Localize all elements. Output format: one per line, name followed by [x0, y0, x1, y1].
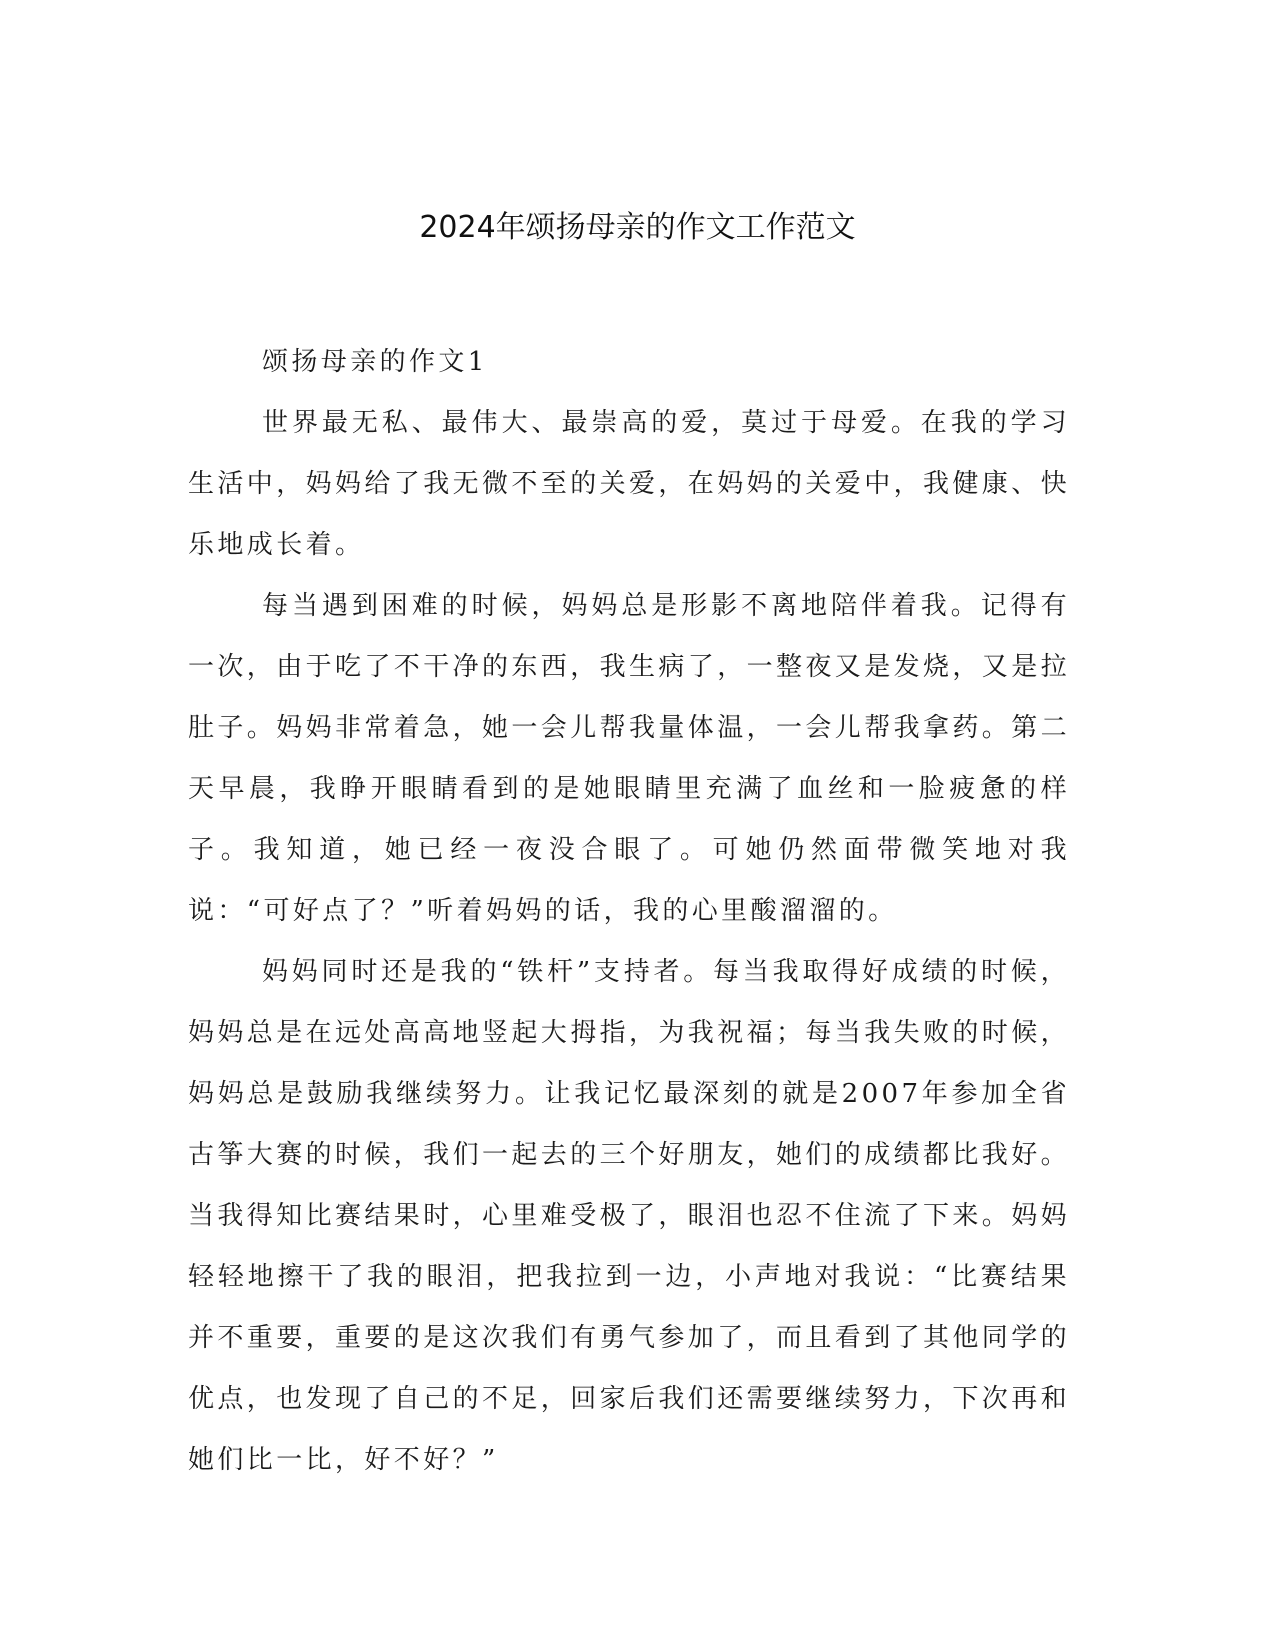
document-body [188, 332, 1070, 1491]
paragraph-1: 世界最无私、最伟大、最崇高的爱，莫过于母爱。在我的学习生活中，妈妈给了我无微不至的关爱，在妈妈的关爱中，我健康、快乐地成长着。 [188, 408, 1071, 560]
paragraph-2: 每当遇到困难的时候，妈妈总是形影不离地陪伴着我。记得有一次，由于吃了不干净的东西，我生病了，一整夜又是发烧，又是拉肚子。妈妈非常着急，她一会儿帮我量体温，一会儿帮我拿药。第二天早晨，我睁开眼睛看到的是她眼睛里充满了血丝和一脸疲惫的样子。我知道，她已经一夜没合眼了。可她仍然面带微笑地对我说：“可好点了？”听着妈妈的话，我的心里酸溜溜的。 [188, 591, 1071, 926]
document-title: 2024年颂扬母亲的作文工作范文 [419, 210, 856, 245]
paragraph-3: 妈妈同时还是我的“铁杆”支持者。每当我取得好成绩的时候，妈妈总是在远处高高地竖起大拇指，为我祝福；每当我失败的时候，妈妈总是鼓励我继续努力。让我记忆最深刻的就是2007年参加全省古筝大赛的时候，我们一起去的三个好朋友，她们的成绩都比我好。当我得知比赛结果时，心里难受极了，眼泪也忍不住流了下来。妈妈轻轻地擦干了我的眼泪，把我拉到一边，小声地对我说：“比赛结果并不重要，重要的是这次我们有勇气参加了，而且看到了其他同学的优点，也发现了自己的不足，回家后我们还需要继续努力，下次再和她们比一比，好不好？” [188, 957, 1071, 1475]
section-heading: 颂扬母亲的作文1 [262, 347, 488, 377]
